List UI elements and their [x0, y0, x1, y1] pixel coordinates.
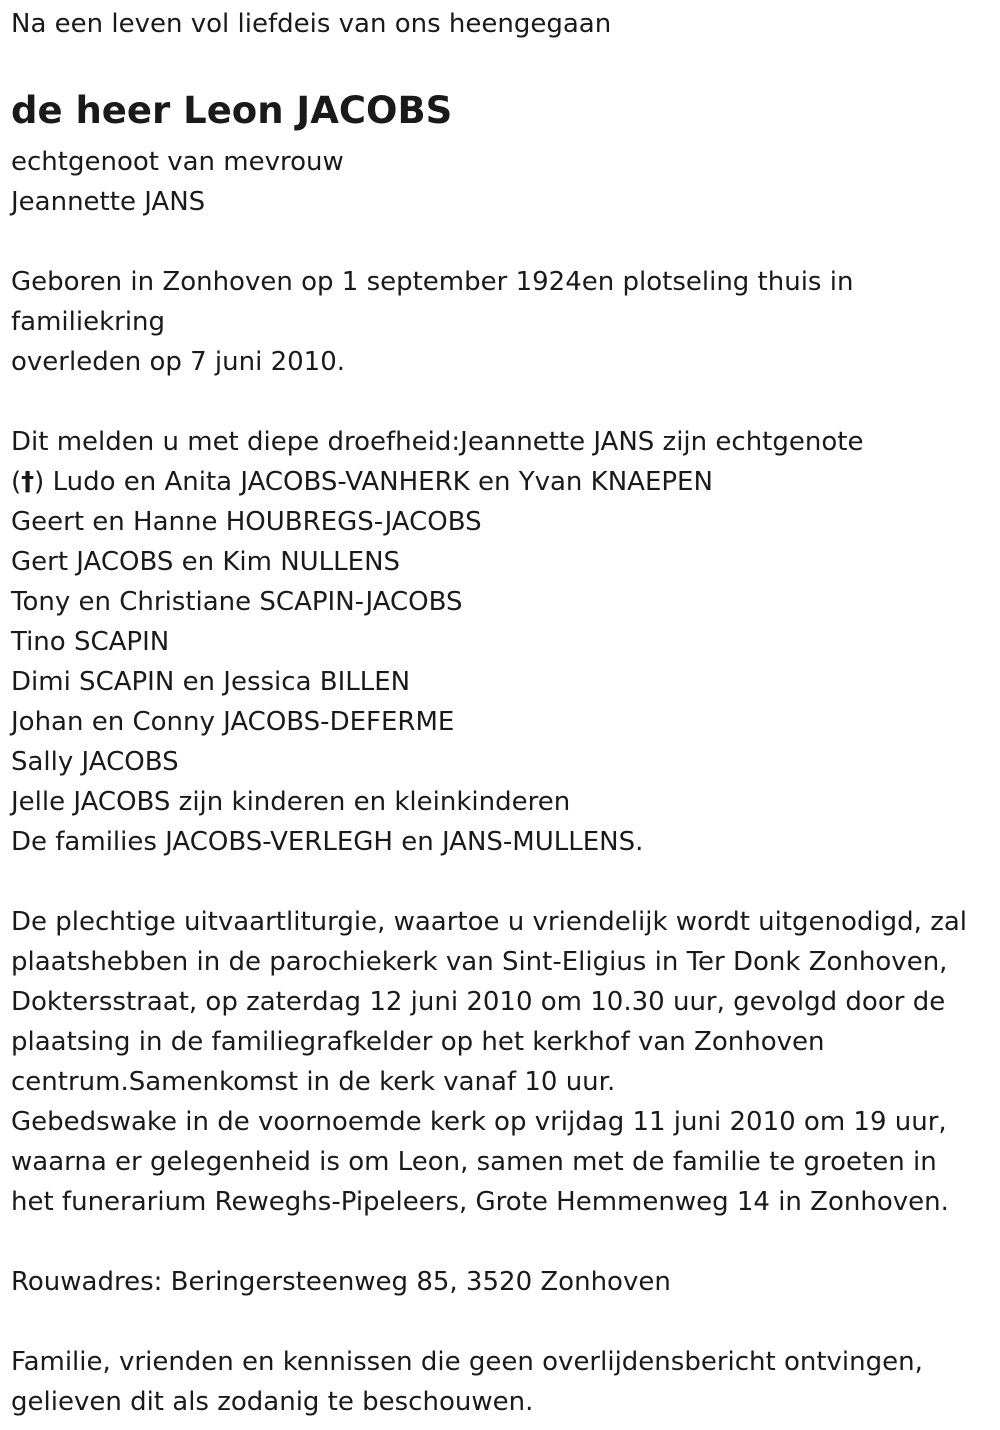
family-line: Jelle JACOBS zijn kinderen en kleinkinderen	[11, 787, 571, 817]
birth-death-line-1: Geboren in Zonhoven op 1 september 1924en plotseling thuis in	[11, 267, 854, 297]
family-line: Johan en Conny JACOBS-DEFERME	[11, 707, 455, 737]
wake-line: het funerarium Reweghs-Pipeleers, Grote Hemmenweg 14 in Zonhoven.	[11, 1187, 949, 1217]
family-line: Tino SCAPIN	[11, 627, 170, 657]
spacer	[11, 382, 1000, 422]
spouse-line-1: echtgenoot van mevrouw	[11, 147, 344, 177]
spacer	[11, 1302, 1000, 1342]
family-line: Tony en Christiane SCAPIN-JACOBS	[11, 587, 463, 617]
announcement-line: Dit melden u met diepe droefheid:Jeannette JANS zijn echtgenote	[11, 427, 864, 457]
spouse-line-2: Jeannette JANS	[11, 187, 206, 217]
spacer	[11, 222, 1000, 262]
family-line: De families JACOBS-VERLEGH en JANS-MULLENS.	[11, 827, 644, 857]
deceased-name: de heer Leon JACOBS	[11, 89, 453, 132]
birth-death-line-2: familiekring	[11, 307, 166, 337]
mourning-address: Rouwadres: Beringersteenweg 85, 3520 Zonhoven	[11, 1267, 671, 1297]
family-line: Geert en Hanne HOUBREGS-JACOBS	[11, 507, 482, 537]
family-line: Gert JACOBS en Kim NULLENS	[11, 547, 401, 577]
wake-line: Gebedswake in de voornoemde kerk op vrijdag 11 juni 2010 om 19 uur,	[11, 1107, 947, 1137]
wake-line: waarna er gelegenheid is om Leon, samen met de familie te groeten in	[11, 1147, 937, 1177]
closing-line-2: gelieven dit als zodanig te beschouwen.	[11, 1387, 534, 1417]
relative-text: ) Ludo en Anita JACOBS-VANHERK en Yvan KNAEPEN	[34, 467, 713, 497]
funeral-line: plaatsing in de familiegrafkelder op het kerkhof van Zonhoven	[11, 1027, 825, 1057]
deceased-relative-line	[11, 462, 1000, 502]
cross-icon: †	[21, 467, 35, 497]
funeral-line: De plechtige uitvaartliturgie, waartoe u vriendelijk wordt uitgenodigd, zal	[11, 907, 968, 937]
funeral-line: Doktersstraat, op zaterdag 12 juni 2010 om 10.30 uur, gevolgd door de	[11, 987, 946, 1017]
intro-text: Na een leven vol liefdeis van ons heengegaan	[11, 9, 612, 39]
spacer	[11, 862, 1000, 902]
paren-open: (	[11, 467, 22, 497]
birth-death-line-3: overleden op 7 juni 2010.	[11, 347, 346, 377]
spacer	[11, 44, 1000, 86]
family-line: Dimi SCAPIN en Jessica BILLEN	[11, 667, 411, 697]
funeral-line: plaatshebben in de parochiekerk van Sint-Eligius in Ter Donk Zonhoven,	[11, 947, 948, 977]
funeral-line: centrum.Samenkomst in de kerk vanaf 10 uur.	[11, 1067, 616, 1097]
family-line: Sally JACOBS	[11, 747, 179, 777]
closing-line-1: Familie, vrienden en kennissen die geen overlijdensbericht ontvingen,	[11, 1347, 923, 1377]
spacer	[11, 1222, 1000, 1262]
